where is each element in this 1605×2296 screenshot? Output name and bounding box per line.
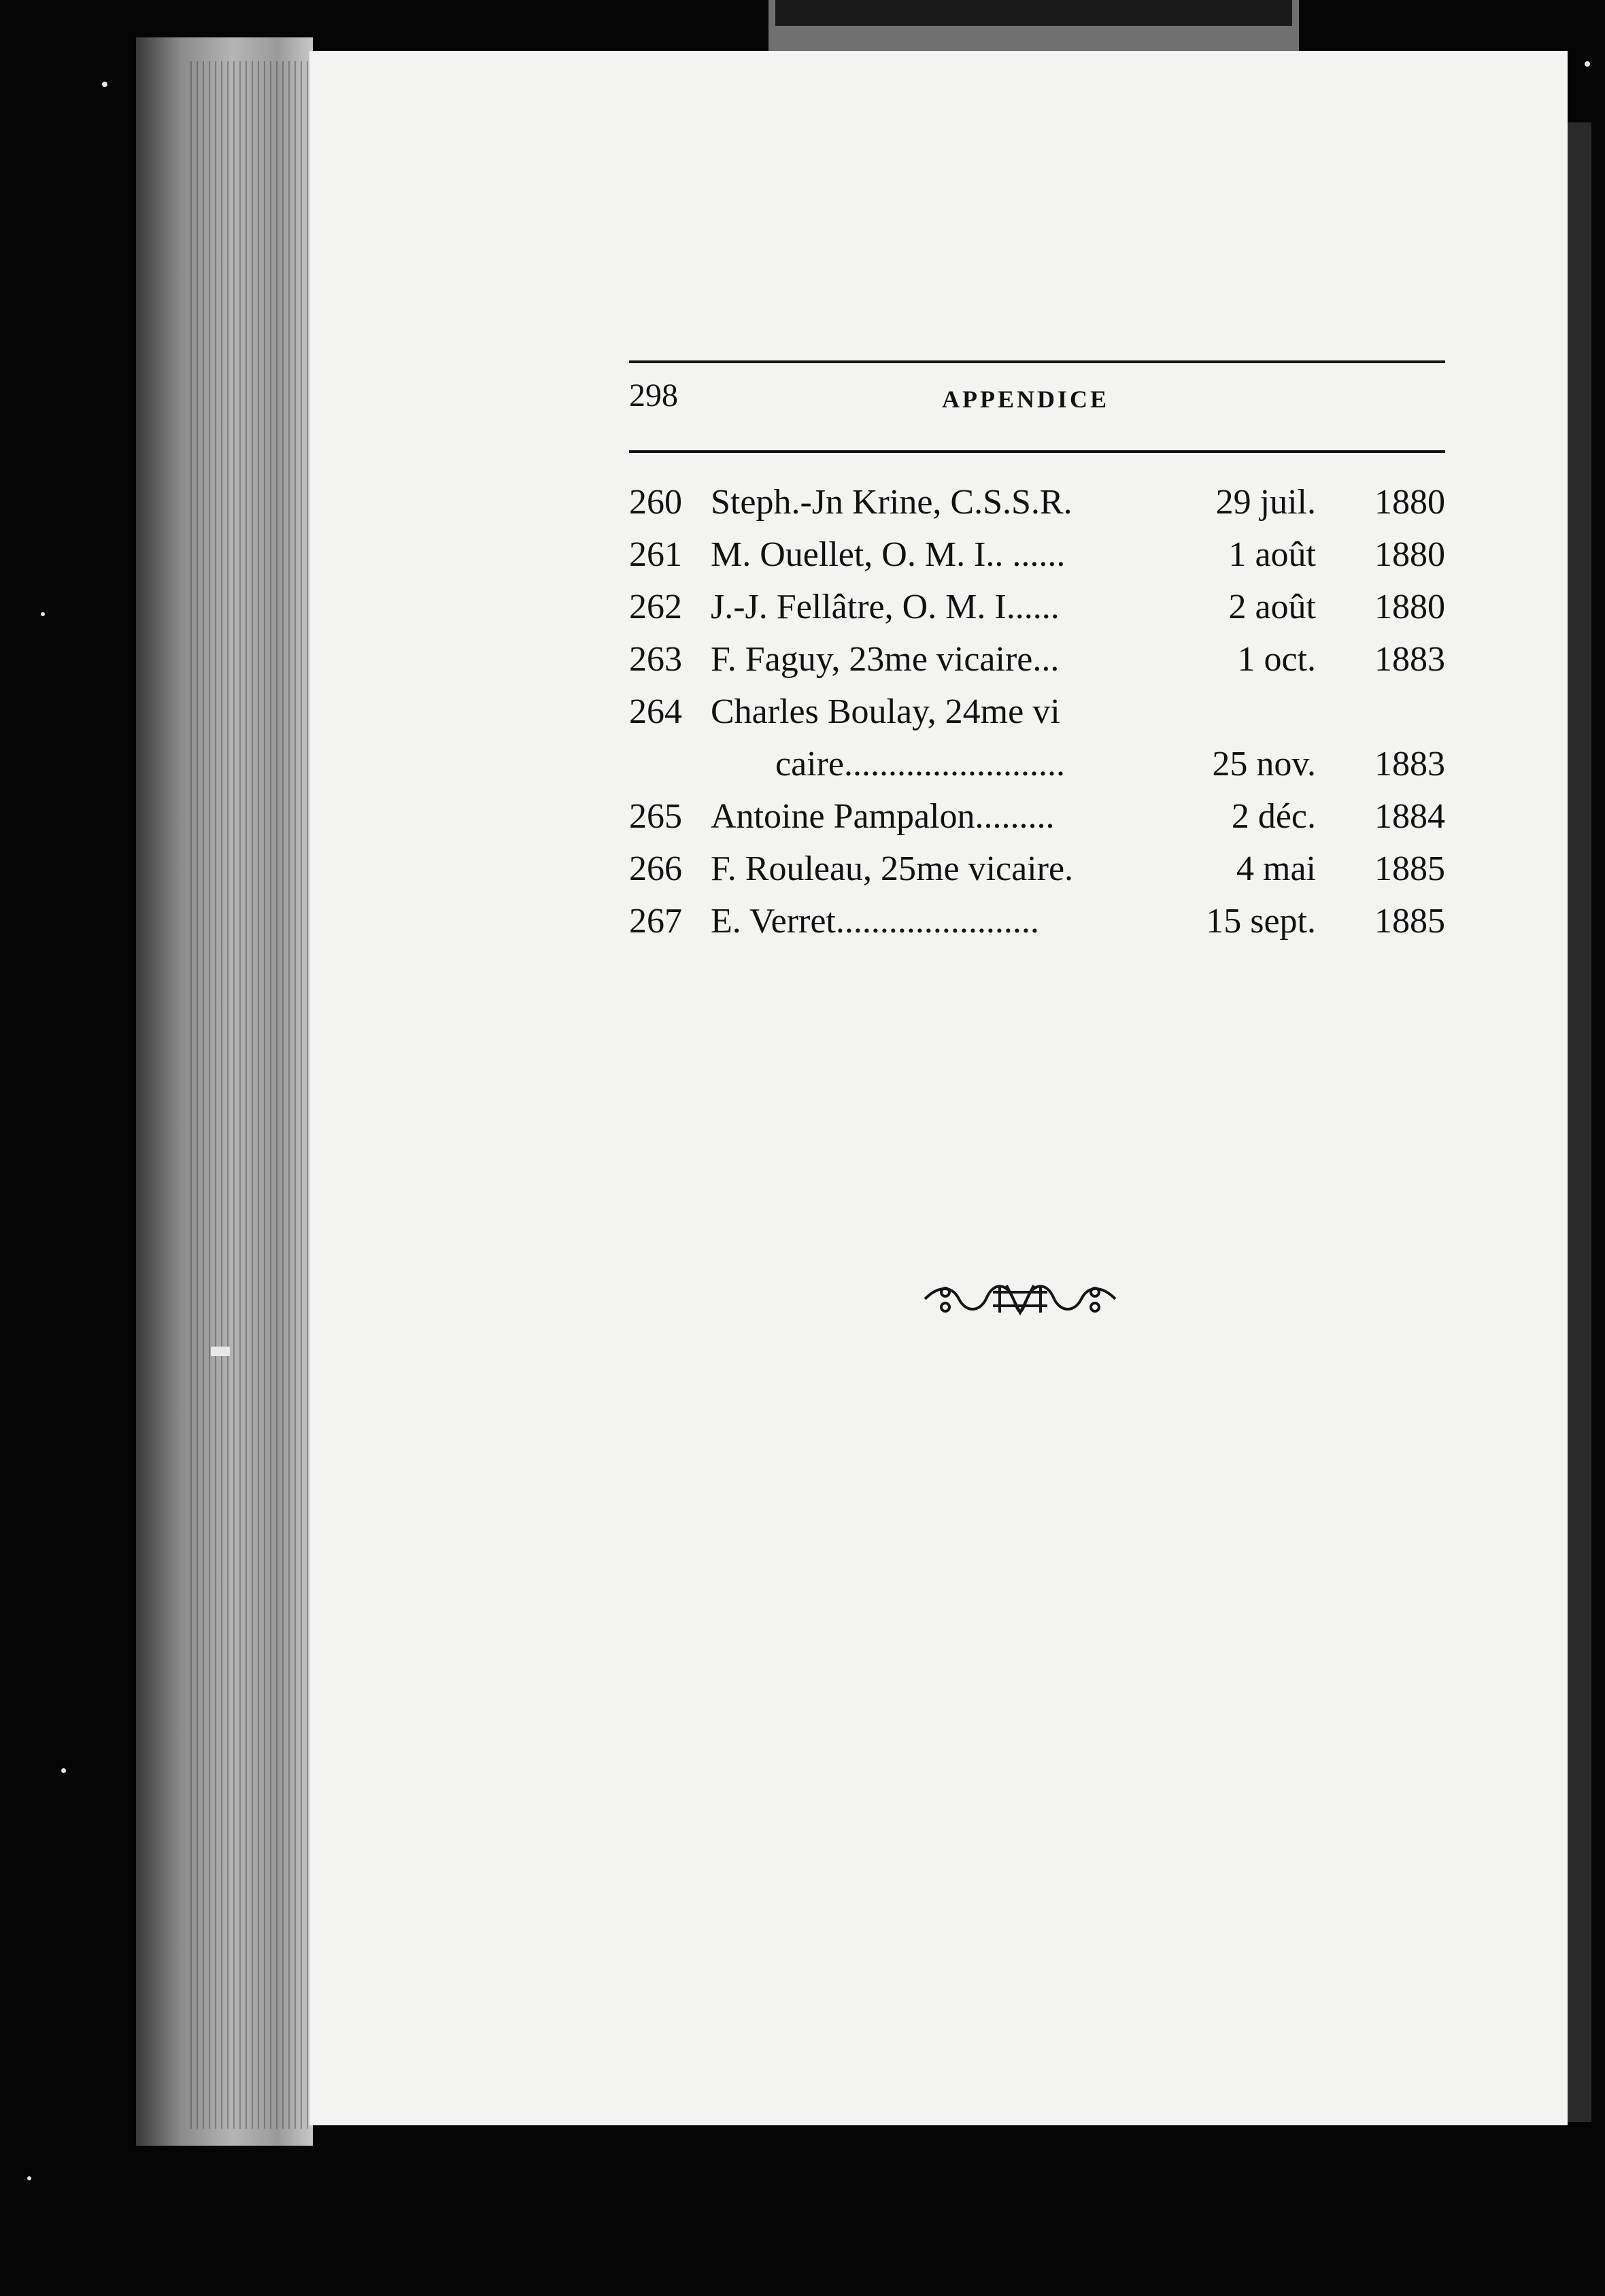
entry-number: 262 <box>629 588 682 626</box>
entry-date: 29 juil. <box>1215 483 1316 522</box>
header-rule <box>629 450 1445 453</box>
list-item <box>629 528 1445 581</box>
entry-date: 25 nov. <box>1212 745 1316 783</box>
entry-name: F. Rouleau, 25me vicaire. <box>711 849 1074 888</box>
entry-number: 260 <box>629 483 682 522</box>
entry-year: 1880 <box>1374 588 1445 626</box>
film-speck <box>61 1768 66 1773</box>
entry-name: J.-J. Fellâtre, O. M. I...... <box>711 588 1060 626</box>
running-head <box>629 375 1445 450</box>
top-film-strip-dark <box>775 0 1292 26</box>
entry-list <box>629 476 1445 947</box>
entry-year: 1885 <box>1374 902 1445 941</box>
entry-name: Steph.-Jn Krine, C.S.S.R. <box>711 483 1072 522</box>
list-item <box>629 581 1445 633</box>
entry-year: 1883 <box>1374 640 1445 679</box>
list-item <box>629 895 1445 947</box>
list-item-continuation <box>629 738 1445 790</box>
page-number: 298 <box>629 377 678 413</box>
entry-name: E. Verret....................... <box>711 902 1039 941</box>
entry-name: M. Ouellet, O. M. I.. ...... <box>711 535 1066 574</box>
entry-number: 265 <box>629 797 682 836</box>
film-speck <box>102 82 107 87</box>
list-item <box>629 843 1445 895</box>
entry-date: 1 août <box>1228 535 1316 574</box>
entry-name: caire......................... <box>775 745 1066 783</box>
film-speck <box>1585 61 1590 67</box>
top-rule <box>629 360 1445 363</box>
film-speck <box>27 2176 31 2180</box>
entry-year: 1884 <box>1374 797 1445 836</box>
right-binding-edge <box>1564 122 1591 2122</box>
entry-name: Charles Boulay, 24me vi <box>711 692 1060 731</box>
entry-date: 15 sept. <box>1206 902 1316 941</box>
entry-number: 267 <box>629 902 682 941</box>
entry-year: 1880 <box>1374 483 1445 522</box>
entry-date: 2 déc. <box>1231 797 1316 836</box>
page-stack-lines <box>190 61 313 2129</box>
entry-name: F. Faguy, 23me vicaire... <box>711 640 1060 679</box>
film-speck <box>41 612 45 616</box>
film-speck <box>211 1347 230 1356</box>
entry-year: 1883 <box>1374 745 1445 783</box>
list-item <box>629 790 1445 843</box>
entry-year: 1885 <box>1374 849 1445 888</box>
entry-year: 1880 <box>1374 535 1445 574</box>
entry-number: 261 <box>629 535 682 574</box>
entry-date: 4 mai <box>1236 849 1316 888</box>
list-item <box>629 476 1445 528</box>
entry-number: 266 <box>629 849 682 888</box>
entry-number: 263 <box>629 640 682 679</box>
scroll-ornament-icon <box>918 1272 1122 1326</box>
entry-date: 1 oct. <box>1237 640 1316 679</box>
running-title: APPENDICE <box>942 386 1110 413</box>
list-item <box>629 686 1445 738</box>
list-item <box>629 633 1445 686</box>
entry-number: 264 <box>629 692 682 731</box>
entry-name: Antoine Pampalon......... <box>711 797 1055 836</box>
page-content <box>629 360 1445 947</box>
entry-date: 2 août <box>1228 588 1316 626</box>
